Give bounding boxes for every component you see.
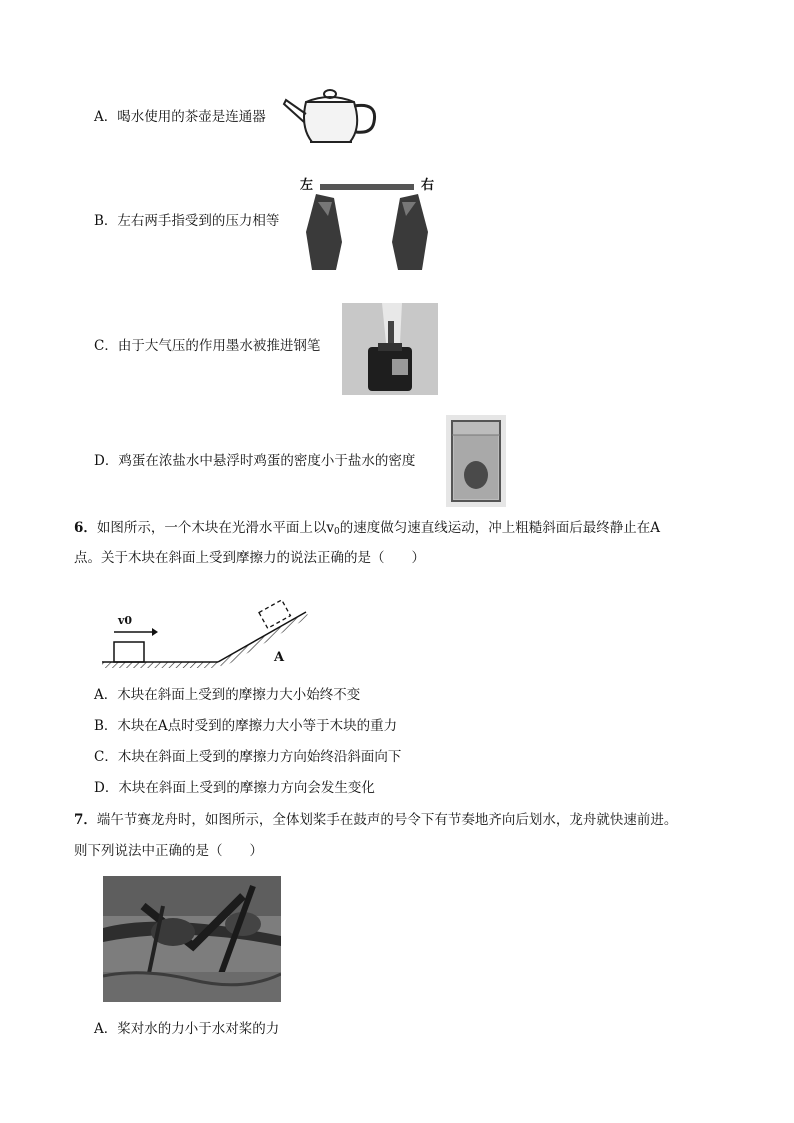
q7-stem-line2: 则下列说法中正确的是（ ） bbox=[74, 843, 263, 859]
left-label: 左 bbox=[300, 178, 314, 193]
q6-number: 6． bbox=[74, 520, 97, 536]
q6-option-d: D．木块在斜面上受到的摩擦力方向会发生变化 bbox=[94, 780, 375, 796]
q5-option-d: D．鸡蛋在浓盐水中悬浮时鸡蛋的密度小于盐水的密度 bbox=[94, 453, 416, 469]
egg-beaker-photo bbox=[446, 415, 506, 507]
q7-option-a: A．桨对水的力小于水对桨的力 bbox=[94, 1021, 280, 1037]
q5-option-a: A．喝水使用的茶壶是连通器 bbox=[94, 109, 266, 125]
point-a-label: A bbox=[274, 650, 285, 665]
q5-option-c: C．由于大气压的作用墨水被推进钢笔 bbox=[94, 338, 321, 354]
right-label: 右 bbox=[420, 178, 434, 193]
v0-label: v0 bbox=[118, 614, 133, 627]
q6-subscript: 0 bbox=[334, 527, 340, 537]
q7-number: 7． bbox=[74, 812, 97, 828]
q7-stem-line1 bbox=[74, 811, 677, 829]
q6-stem-line2: 点。关于木块在斜面上受到摩擦力的说法正确的是（ ） bbox=[74, 550, 425, 566]
incline-diagram bbox=[100, 588, 312, 672]
q5-option-b: B．左右两手指受到的压力相等 bbox=[94, 213, 280, 229]
q6-text-part1: 如图所示，一个木块在光滑水平面上以v bbox=[96, 520, 335, 536]
q6-option-b: B．木块在A点时受到的摩擦力大小等于木块的重力 bbox=[94, 718, 398, 734]
pencil-fingers-image bbox=[298, 172, 436, 272]
ink-bottle-photo bbox=[342, 303, 438, 395]
dragon-boat-photo bbox=[103, 876, 281, 1002]
q6-stem-line1 bbox=[74, 519, 660, 541]
q6-option-a: A．木块在斜面上受到的摩擦力大小始终不变 bbox=[94, 687, 361, 703]
q6-option-c: C．木块在斜面上受到的摩擦力方向始终沿斜面向下 bbox=[94, 749, 402, 765]
q7-text: 端午节赛龙舟时，如图所示，全体划桨手在鼓声的号令下有节奏地齐向后划水，龙舟就快速前进。 bbox=[96, 812, 678, 828]
q6-text-part2: 的速度做匀速直线运动，冲上粗糙斜面后最终静止在A bbox=[339, 520, 661, 536]
teapot-image bbox=[282, 82, 380, 150]
